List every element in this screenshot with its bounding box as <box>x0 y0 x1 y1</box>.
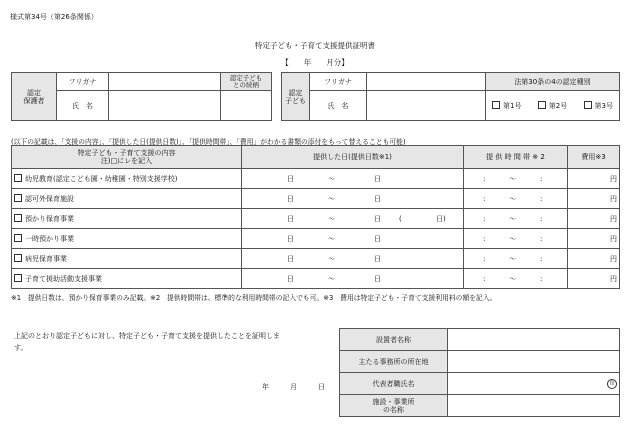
type-option-1[interactable]: 第1号 <box>492 101 521 110</box>
certification-date: 年 月 日 <box>262 383 325 391</box>
fee-cell[interactable]: 円 <box>568 249 620 269</box>
checkbox[interactable] <box>14 174 22 182</box>
fee-cell[interactable]: 円 <box>568 169 620 189</box>
days-header: 提供した日(提供日数※1) <box>242 146 464 169</box>
guardian-table <box>11 72 272 121</box>
checkbox[interactable] <box>492 101 500 109</box>
facility-name-label: 施設・事業所 の名称 <box>340 395 448 417</box>
service-option[interactable]: 預かり保育事業 <box>12 209 242 229</box>
time-cell[interactable]: : ～ : <box>464 209 568 229</box>
fee-cell[interactable]: 円 <box>568 269 620 289</box>
document-title: 特定子ども・子育て支援提供証明書 <box>255 41 375 50</box>
certification-statement: 上記のとおり認定子どもに対し、特定子ども・子育て支援を提供したことを証明しま す。 <box>14 332 280 352</box>
time-cell[interactable]: : ～ : <box>464 229 568 249</box>
child-furigana-field[interactable] <box>367 73 486 91</box>
days-cell[interactable]: 日 ～ 日 <box>242 249 464 269</box>
service-option[interactable]: 子育て援助活動支援事業 <box>12 269 242 289</box>
seal-icon: 印 <box>607 379 617 389</box>
operator-name-label: 設置者名称 <box>340 329 448 351</box>
fee-header: 費用※3 <box>568 146 620 169</box>
checkbox[interactable] <box>14 274 22 282</box>
checkbox[interactable] <box>14 194 22 202</box>
days-cell[interactable]: 日 ～ 日 ( 日) <box>242 209 464 229</box>
operator-name-field[interactable] <box>448 329 620 351</box>
office-address-label: 主たる事務所の所在地 <box>340 351 448 373</box>
fee-cell[interactable]: 円 <box>568 229 620 249</box>
facility-name-field[interactable] <box>448 395 620 417</box>
footnote: ※1 提供日数は、預かり保育事業のみ記載。※2 提供時間帯は、標準的な利用時間帯の記入でも可。※3 費用は特定子ども・子育て支援利用料の額を記入。 <box>11 294 497 302</box>
table-row <box>12 189 620 209</box>
facility-table <box>339 328 620 417</box>
days-cell[interactable]: 日 ～ 日 <box>242 169 464 189</box>
checkbox[interactable] <box>14 234 22 242</box>
certification-type-options <box>486 91 620 121</box>
child-name-label: 氏 名 <box>310 91 367 121</box>
attachment-note: (以下の記載は、「支援の内容」、「提供した日(提供日数)」、「提供時間帯」、「費用」がわかる書類の添付をもって替えることも可能) <box>11 138 406 146</box>
table-row <box>12 269 620 289</box>
fee-cell[interactable]: 円 <box>568 209 620 229</box>
service-table <box>11 145 620 289</box>
service-option[interactable]: 幼児教育(認定こども園・幼稚園・特別支援学校) <box>12 169 242 189</box>
period-label: 【 年 月分】 <box>281 58 349 67</box>
child-name-field[interactable] <box>367 91 486 121</box>
certification-type-header: 法第30条の4の認定種別 <box>486 73 620 91</box>
office-address-field[interactable] <box>448 351 620 373</box>
type-option-3[interactable]: 第3号 <box>584 101 613 110</box>
representative-label: 代表者職氏名 <box>340 373 448 395</box>
checkbox[interactable] <box>14 214 22 222</box>
guardian-relation-field[interactable] <box>221 91 272 121</box>
table-row <box>12 229 620 249</box>
guardian-label: 認定 保護者 <box>12 73 57 121</box>
service-option[interactable]: 病児保育事業 <box>12 249 242 269</box>
checkbox[interactable] <box>538 101 546 109</box>
service-option[interactable]: 一時預かり事業 <box>12 229 242 249</box>
service-header: 特定子ども・子育て支援の内容 注)□にレを記入 <box>12 146 242 169</box>
days-cell[interactable]: 日 ～ 日 <box>242 189 464 209</box>
child-label: 認定 子ども <box>282 73 310 121</box>
time-cell[interactable]: : ～ : <box>464 169 568 189</box>
checkbox[interactable] <box>584 101 592 109</box>
child-furigana-label: フリガナ <box>310 73 367 91</box>
time-cell[interactable]: : ～ : <box>464 269 568 289</box>
fee-cell[interactable]: 円 <box>568 189 620 209</box>
guardian-furigana-field[interactable] <box>109 73 221 91</box>
guardian-name-field[interactable] <box>109 91 221 121</box>
days-cell[interactable]: 日 ～ 日 <box>242 229 464 249</box>
form-number: 様式第34号（第26条関係） <box>10 13 98 21</box>
checkbox[interactable] <box>14 254 22 262</box>
child-table <box>281 72 620 121</box>
representative-field[interactable] <box>448 373 620 395</box>
time-cell[interactable]: : ～ : <box>464 249 568 269</box>
time-header: 提 供 時 間 帯 ※ 2 <box>464 146 568 169</box>
days-cell[interactable]: 日 ～ 日 <box>242 269 464 289</box>
type-option-2[interactable]: 第2号 <box>538 101 567 110</box>
guardian-furigana-label: フリガナ <box>57 73 109 91</box>
service-option[interactable]: 認可外保育施設 <box>12 189 242 209</box>
table-row <box>12 249 620 269</box>
table-row <box>12 169 620 189</box>
guardian-name-label: 氏 名 <box>57 91 109 121</box>
time-cell[interactable]: : ～ : <box>464 189 568 209</box>
table-row <box>12 209 620 229</box>
guardian-relation-label: 認定子ども との続柄 <box>221 73 272 91</box>
